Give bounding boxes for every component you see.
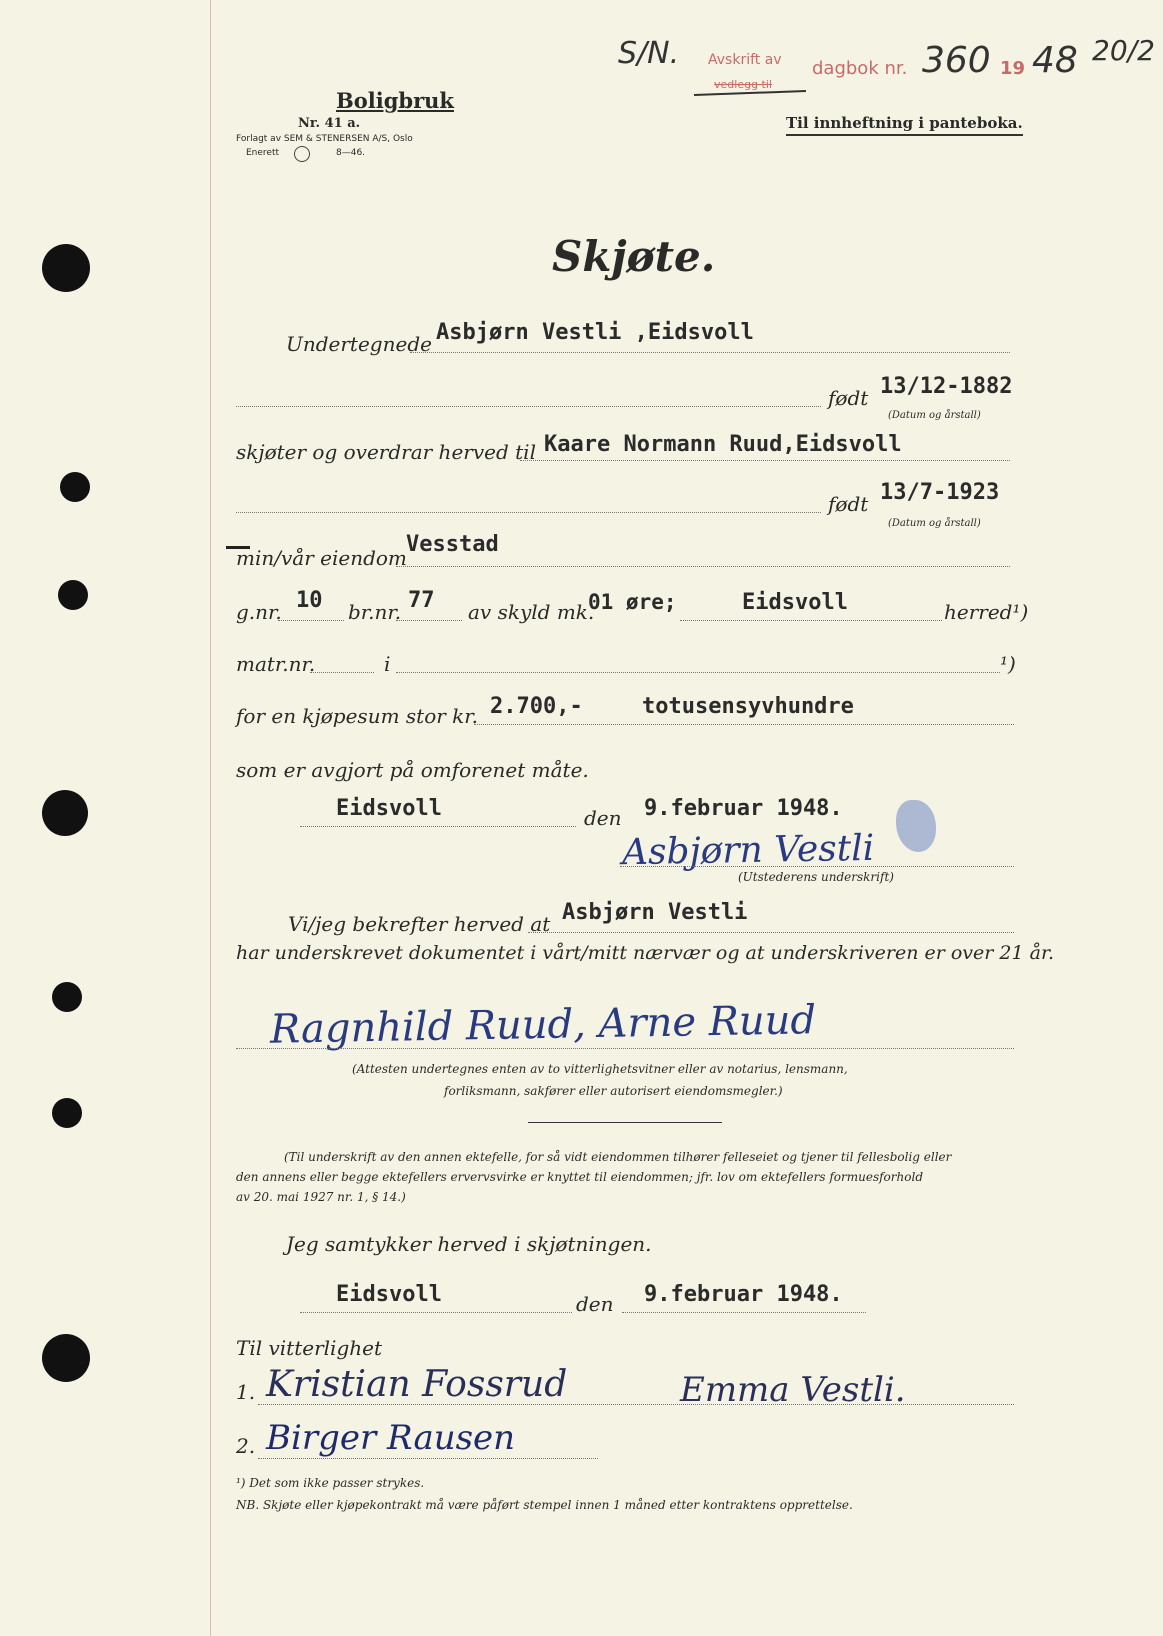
datum-note-2: (Datum og årstall): [888, 518, 981, 529]
dotted-line: [236, 512, 821, 513]
ink-blot: [896, 800, 936, 852]
brnr-value: 77: [408, 588, 435, 613]
year-printed: 19: [1000, 58, 1026, 79]
kjopesum-words: totusensyvhundre: [642, 694, 854, 719]
matr-label: matr.nr.: [236, 652, 316, 676]
omforenet-text: som er avgjort på omforenet måte.: [236, 758, 589, 782]
dotted-line: [622, 1312, 866, 1313]
enerett-line: Enerett: [246, 148, 280, 158]
vedlegg-label: vedlegg til: [714, 78, 772, 91]
spouse-note-3: av 20. mai 1927 nr. 1, § 14.): [236, 1190, 406, 1204]
witness-statement: har underskrevet dokumentet i vårt/mitt nærvær og at underskriveren er over 21 år.: [236, 942, 1054, 964]
document-title: Skjøte.: [552, 232, 716, 281]
eiendom-value: Vesstad: [406, 532, 499, 557]
publisher-line: Forlagt av SEM & STENERSEN A/S, Oslo: [236, 134, 413, 144]
footnote-1: ¹) Det som ikke passer strykes.: [236, 1476, 425, 1490]
bekrefter-value: Asbjørn Vestli: [562, 900, 748, 925]
witness-1-signature: Kristian Fossrud: [266, 1364, 568, 1405]
divider: [528, 1122, 722, 1123]
spouse-signature: Emma Vestli.: [680, 1370, 906, 1410]
consent-text: Jeg samtykker herved i skjøtningen.: [286, 1232, 652, 1256]
skjoter-label: skjøter og overdrar herved til: [236, 440, 536, 464]
margin-line: [210, 0, 211, 1636]
consent-den: den: [576, 1292, 614, 1316]
attest-note-2: forliksmann, sakfører eller autorisert eiendomsmegler.): [444, 1084, 783, 1098]
year-handwritten: 48: [1032, 40, 1078, 81]
consent-date: 9.februar 1948.: [644, 1282, 843, 1307]
punch-hole: [42, 1334, 90, 1382]
top-handwriting-left: S/N.: [618, 36, 680, 71]
spouse-note-2: den annens eller begge ektefellers ervervsvirke er knyttet til eiendommen; jfr. lov om ektefellers formuesforhold: [236, 1170, 923, 1184]
punch-hole: [60, 472, 90, 502]
date-handwritten: 20/2: [1092, 34, 1155, 67]
dotted-line: [474, 724, 1014, 725]
fodt-label-2: født: [828, 492, 869, 516]
punch-hole: [42, 244, 90, 292]
undertegnede-label: Undertegnede: [286, 332, 432, 356]
skyld-value: 01 øre;: [588, 590, 677, 614]
form-number: Nr. 41 a.: [298, 116, 361, 131]
edition: 8—46.: [336, 148, 366, 158]
dotted-line: [680, 620, 942, 621]
spouse-note-1: (Til underskrift av den annen ektefelle, for så vidt eiendommen tilhører felleseiet og tjener til fellesbolig eller: [284, 1150, 952, 1164]
signing-den: den: [584, 806, 622, 830]
publisher-title: Boligbruk: [336, 88, 454, 113]
issuer-signature: Asbjørn Vestli: [621, 827, 875, 874]
dotted-line: [300, 826, 576, 827]
signature-caption: (Utstederens underskrift): [738, 870, 894, 884]
dotted-line: [528, 932, 1014, 933]
dotted-line: [520, 460, 1010, 461]
dotted-line: [410, 352, 1010, 353]
fodt-label-1: født: [828, 386, 869, 410]
witness-number-1: 1.: [236, 1380, 256, 1404]
brnr-label: br.nr.: [348, 600, 402, 624]
footnote-nb: NB. Skjøte eller kjøpekontrakt må være påført stempel innen 1 måned etter kontraktens opprettelse.: [236, 1498, 853, 1512]
punch-hole: [58, 580, 88, 610]
publisher-logo: [294, 146, 310, 162]
matr-end: ¹): [1000, 652, 1016, 676]
punch-hole: [52, 982, 82, 1012]
dotted-line: [620, 866, 1014, 867]
herred-label: herred¹): [944, 600, 1029, 624]
dotted-line: [278, 620, 344, 621]
gnr-label: g.nr.: [236, 600, 282, 624]
undertegnede-value: Asbjørn Vestli ,Eidsvoll: [436, 320, 754, 345]
dagbok-label: dagbok nr.: [812, 58, 908, 79]
consent-place: Eidsvoll: [336, 1282, 442, 1307]
buyer-value: Kaare Normann Ruud,Eidsvoll: [544, 432, 902, 457]
signing-place: Eidsvoll: [336, 796, 442, 821]
attest-note-1: (Attesten undertegnes enten av to vitterlighetsvitner eller av notarius, lensmann,: [352, 1062, 848, 1076]
dotted-line: [258, 1404, 1014, 1405]
punch-hole: [52, 1098, 82, 1128]
kjopesum-value: 2.700,-: [490, 694, 583, 719]
dotted-line: [396, 566, 1010, 567]
panteboka-note: Til innheftning i panteboka.: [786, 114, 1023, 136]
witness-number-2: 2.: [236, 1434, 256, 1458]
eiendom-label: min/vår eiendom: [236, 546, 407, 570]
dotted-line: [236, 406, 821, 407]
dotted-line: [396, 620, 462, 621]
dagbok-number: 360: [922, 40, 991, 81]
matr-i: i: [384, 652, 391, 676]
gnr-value: 10: [296, 588, 323, 613]
dotted-line: [300, 1312, 572, 1313]
vitterlighet-label: Til vitterlighet: [236, 1336, 383, 1360]
attesting-signatures: Ragnhild Ruud, Arne Ruud: [269, 997, 817, 1053]
fodt-value-1: 13/12-1882: [880, 374, 1013, 399]
datum-note-1: (Datum og årstall): [888, 410, 981, 421]
avskrift-label: Avskrift av: [708, 52, 782, 68]
signing-date: 9.februar 1948.: [644, 796, 843, 821]
dotted-line: [258, 1458, 598, 1459]
witness-2-signature: Birger Rausen: [266, 1418, 516, 1458]
dotted-line: [310, 672, 374, 673]
fodt-value-2: 13/7-1923: [880, 480, 1000, 505]
bekrefter-label: Vi/jeg bekrefter herved at: [288, 912, 551, 936]
dotted-line: [396, 672, 1000, 673]
kjopesum-label: for en kjøpesum stor kr.: [236, 704, 479, 728]
skyld-label: av skyld mk.: [468, 600, 595, 624]
dotted-line: [236, 1048, 1014, 1049]
herred-value: Eidsvoll: [742, 590, 848, 615]
punch-hole: [42, 790, 88, 836]
